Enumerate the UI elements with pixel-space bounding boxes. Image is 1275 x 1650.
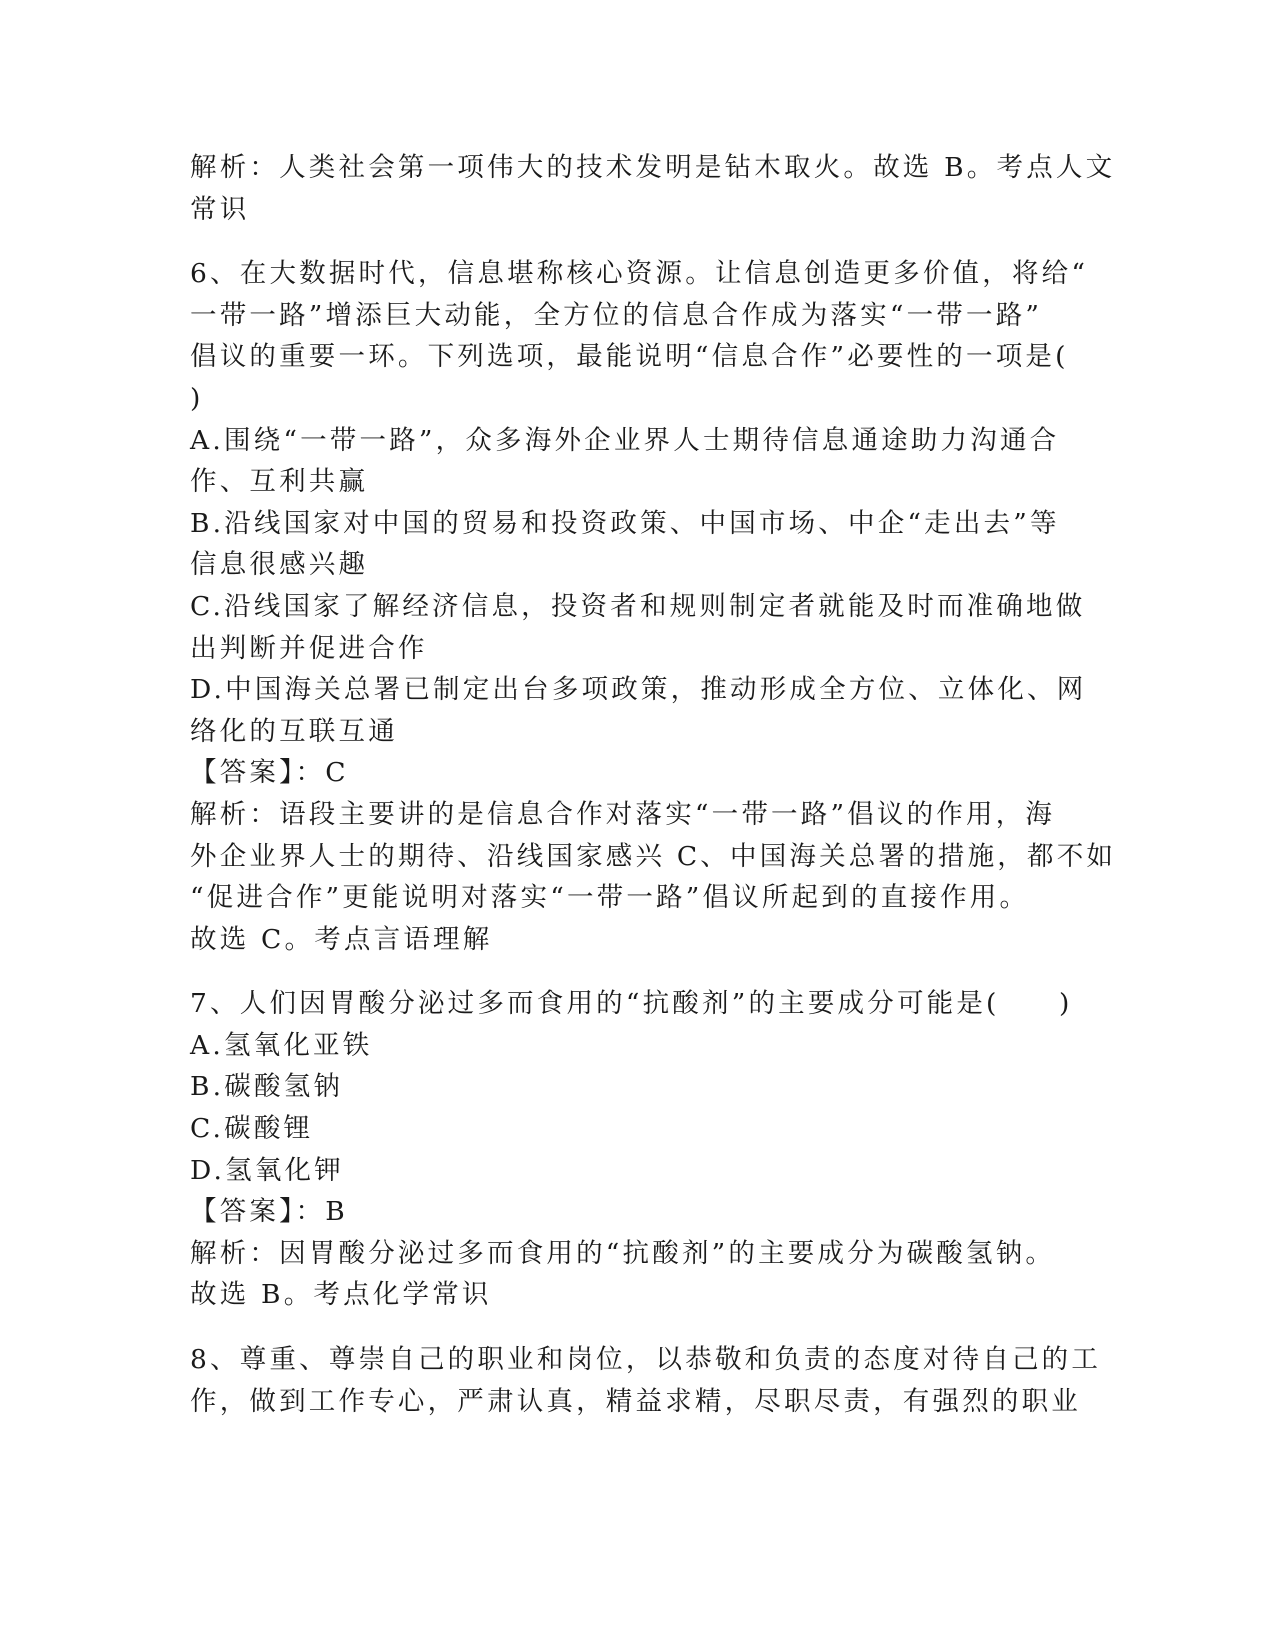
question-text-line: 倡议的重要一环。下列选项，最能说明“信息合作”必要性的一项是( [190,341,1069,373]
option-a: A.氢氧化亚铁 [190,1029,373,1061]
question-8 [190,1339,1102,1422]
paragraph-gap [190,1316,1090,1339]
explanation-line: “促进合作”更能说明对落实“一带一路”倡议所起到的直接作用。 [190,882,1030,914]
option-d-cont: 络化的互联互通 [190,715,398,747]
option-b-cont: 信息很感兴趣 [190,549,369,581]
question-text-line: ) [190,382,204,414]
document-body [190,147,1117,1422]
paragraph-gap [190,960,1090,983]
option-a: A.围绕“一带一路”，众多海外企业界人士期待信息通途助力沟通合 [190,424,1060,456]
explanation-line: 解析：语段主要讲的是信息合作对落实“一带一路”倡议的作用，海 [190,798,1056,830]
option-c: C.沿线国家了解经济信息，投资者和规则制定者就能及时而准确地做 [190,590,1086,622]
answer-line: 【答案】：B [190,1196,348,1228]
question-text-line: 一带一路”增添巨大动能，全方位的信息合作成为落实“一带一路” [190,299,1043,331]
text-line: 解析：人类社会第一项伟大的技术发明是钻木取火。故选 B。考点人文 [190,152,1116,183]
option-b: B.碳酸氢钠 [190,1071,344,1103]
paragraph-gap [190,230,1090,253]
explanation-line: 解析：因胃酸分泌过多而食用的“抗酸剂”的主要成分为碳酸氢钠。 [190,1237,1056,1269]
option-b: B.沿线国家对中国的贸易和投资政策、中国市场、中企“走出去”等 [190,507,1060,539]
question-6 [190,253,1117,960]
answer-line: 【答案】：C [190,757,349,789]
text-line: 常识 [190,193,250,225]
question-7 [190,983,1090,1316]
option-c-cont: 出判断并促进合作 [190,632,428,664]
option-a-cont: 作、互利共赢 [190,466,369,498]
option-c: C.碳酸锂 [190,1113,314,1145]
option-d: D.中国海关总署已制定出台多项政策，推动形成全方位、立体化、网 [190,674,1087,706]
explanation-line: 外企业界人士的期待、沿线国家感兴 C、中国海关总署的措施，都不如 [190,840,1117,872]
question-text-line: 8、尊重、尊崇自己的职业和岗位，以恭敬和负责的态度对待自己的工 [190,1344,1102,1376]
explanation-line: 故选 C。考点言语理解 [190,923,493,955]
option-d: D.氢氧化钾 [190,1154,344,1186]
question-text-line: 作，做到工作专心，严肃认真，精益求精，尽职尽责，有强烈的职业 [190,1385,1081,1417]
question-text-line: 7、人们因胃酸分泌过多而食用的“抗酸剂”的主要成分可能是( ) [190,988,1073,1020]
explanation-q5 [190,147,1116,230]
explanation-line: 故选 B。考点化学常识 [190,1279,492,1311]
question-text-line: 6、在大数据时代，信息堪称核心资源。让信息创造更多价值，将给“ [190,258,1089,290]
